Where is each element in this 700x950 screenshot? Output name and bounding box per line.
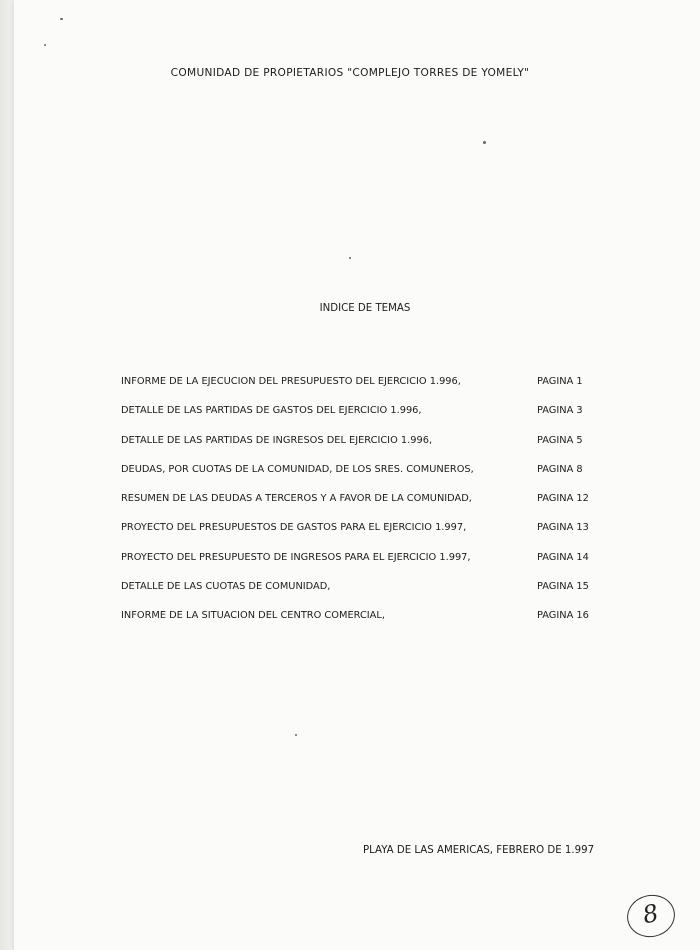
toc-entry-page: PAGINA 16 [537, 610, 589, 622]
scan-speck [295, 734, 297, 736]
document-header: COMUNIDAD DE PROPIETARIOS "COMPLEJO TORRES DE YOMELY" [170, 67, 530, 79]
toc-entry-topic: DETALLE DE LAS PARTIDAS DE INGRESOS DEL EJERCICIO 1.996, [121, 434, 433, 446]
scan-speck [60, 18, 63, 20]
handwritten-page-number-text: 8 [640, 898, 661, 930]
toc-entry [121, 435, 621, 464]
toc-entry-topic: INFORME DE LA SITUACION DEL CENTRO COMERCIAL, [121, 610, 385, 622]
toc-entry-page: PAGINA 1 [537, 376, 583, 387]
toc-entry-topic: DETALLE DE LAS PARTIDAS DE GASTOS DEL EJERCICIO 1.996, [121, 405, 422, 417]
toc-entry [121, 522, 621, 551]
page-left-edge [0, 0, 14, 950]
toc-entry-page: PAGINA 3 [537, 405, 583, 417]
index-title: INDICE DE TEMAS [319, 303, 411, 314]
scan-speck [483, 141, 486, 144]
toc-entry-topic: PROYECTO DEL PRESUPUESTOS DE GASTOS PARA EL EJERCICIO 1.997, [121, 522, 467, 534]
toc-entry-page: PAGINA 8 [537, 463, 583, 475]
toc-entry-topic: DEUDAS, POR CUOTAS DE LA COMUNIDAD, DE LOS SRES. COMUNEROS, [121, 463, 474, 475]
table-of-contents [121, 376, 621, 640]
toc-entry [121, 581, 621, 610]
toc-entry-page: PAGINA 12 [537, 493, 589, 505]
toc-entry [121, 493, 621, 522]
toc-entry-page: PAGINA 15 [537, 581, 589, 593]
document-footer: PLAYA DE LAS AMERICAS, FEBRERO DE 1.997 [363, 845, 595, 856]
toc-entry-topic: RESUMEN DE LAS DEUDAS A TERCEROS Y A FAVOR DE LA COMUNIDAD, [121, 493, 472, 505]
toc-entry-topic: DETALLE DE LAS CUOTAS DE COMUNIDAD, [121, 581, 331, 593]
toc-entry [121, 405, 621, 434]
toc-entry [121, 610, 621, 639]
scan-speck [44, 44, 46, 46]
toc-entry-page: PAGINA 14 [537, 551, 589, 563]
toc-entry-page: PAGINA 5 [537, 434, 583, 446]
toc-entry-topic: PROYECTO DEL PRESUPUESTO DE INGRESOS PARA EL EJERCICIO 1.997, [121, 551, 471, 563]
toc-entry-topic: INFORME DE LA EJECUCION DEL PRESUPUESTO DEL EJERCICIO 1.996, [121, 376, 461, 387]
toc-entry [121, 552, 621, 581]
toc-entry [121, 464, 621, 493]
toc-entry [121, 376, 621, 405]
scan-speck [349, 257, 351, 259]
toc-entry-page: PAGINA 13 [537, 522, 589, 534]
